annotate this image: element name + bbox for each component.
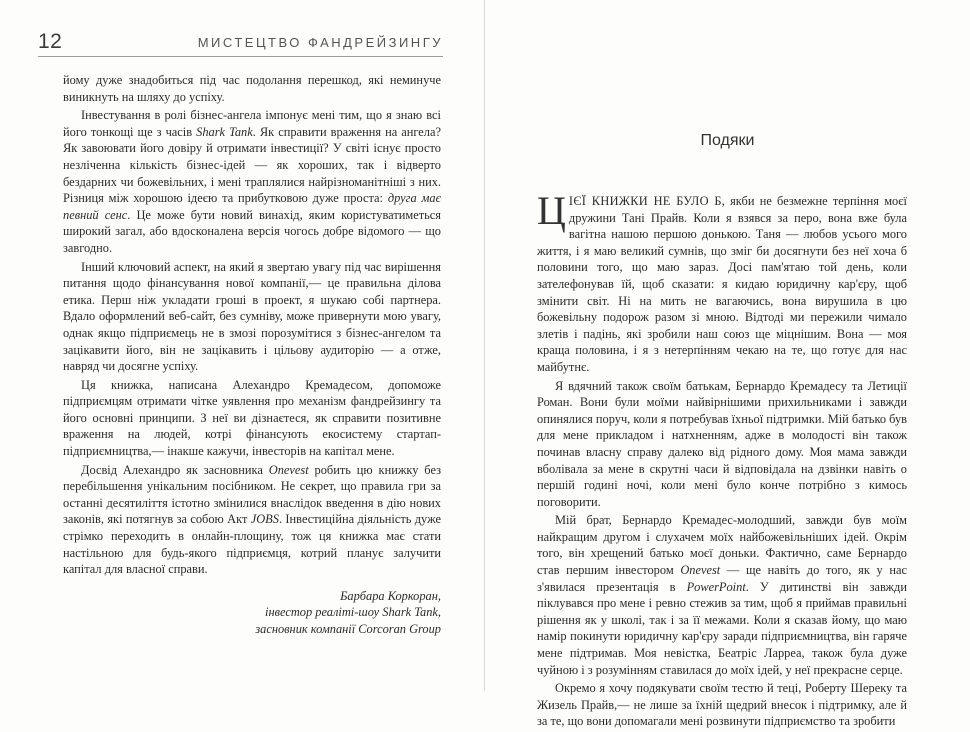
signature-role: інвестор реаліті-шоу Shark Tank, — [265, 605, 441, 620]
signature-company: засновник компанії Corcoran Group — [255, 622, 441, 636]
paragraph: Я вдячний також своїм батькам, Бернардо Кремадесу та Летиції Роман. Вони були моїми найвірнішими прихильниками і завжди опинялися поруч, коли я потребував їхньої підтримки. Мій батько був для мене прикладом і натхненням, адже в молодості він також починав власну справу далеко від рідного дому. Моя мама завжди вболівала за мене в скрутні часи й відповідала на дзвінки навіть о першій годині ночі, коли мені було конче потрібно з кимось поговорити. — [537, 378, 908, 509]
text-run: — ще навіть до того, як у нас з'явилася презентація в — [537, 563, 907, 594]
text-run-italic: друга має певний сенс — [63, 191, 441, 222]
text-run: . У дитинстві він завжди піклувався про мене і ревно стежив за тим, щоб я приймав правильні рішення як у школі, так і за її межами. Коли я сказав йому, що маю намір покинути юридичну кар'єру заради підприємництва, він гаряче мене підтримав. Моя невістка, Беатріс Ларреа, також була дуже чуйною і з розумінням ставилася до моїх ідей, у неї прекрасне серце. — [537, 579, 907, 677]
text-run: , якби не безмежне терпіння моєї дружини Тані Прайв. Коли я взявся за перо, вона вже була вагітна нашою першою донькою. Таня — любов усього мого життя, і я маю великий сумнів, що зміг би досягнути без неї хоча б половини того, що маю зараз. Досі пам'ятаю той день, коли зателефонував їй, щоб сказати: я кидаю юридичну кар'єру, щоб змінити світ. Ні на мить не вагаючись, вона вирушила в цю божевільну подорож разом зі мною. Відтоді ми пережили чимало злетів і падінь, які зробили наш союз ще міцнішим. Вона — моя краща половина, і я з нетерпінням чекаю на те, що готує для нас майбутнє. — [537, 194, 908, 374]
text-run-italic: Onevest — [268, 462, 309, 477]
text-run: . Це може бути новий винахід, яким користуватиметься широкий загал, або вдосконалена версія чогось добре відомого — що завгодно. — [63, 207, 441, 255]
section-title: Подяки — [700, 132, 755, 149]
paragraph: Інший ключовий аспект, на який я звертаю увагу під час вирішення питання щодо фінансування нової компанії,— це правильна ділова етика. Перш ніж укладати гроші в проект, я шукаю собі партнера. Вдало оформлений веб-сайт, без сумніву, може привернути мою увагу, однак якщо підприємець не в змозі порозумітися з бізнес-ангелом та зацікавити його, він не зацікавить і цільову аудиторію — а отже, навряд чи досягне успіху. — [63, 259, 441, 374]
paragraph: йому дуже знадобиться під час подолання перешкод, які неминуче виникнуть на шляху до успіху. — [63, 73, 441, 104]
signature — [63, 588, 441, 638]
page-header — [38, 30, 443, 57]
paragraph: Окремо я хочу подякувати своїм тестю й теці, Роберту Шереку та Жизель Прайв,— не лише за їхній щедрий внесок і підтримку, але й за те, що вони допомагали мені розвинути підприємство та зробити — [537, 681, 907, 729]
small-caps-lead: ІЄЇ КНИЖКИ НЕ БУЛО Б — [568, 194, 722, 208]
text-run: Досвід Алехандро як засновника — [81, 462, 269, 477]
page-number: 12 — [38, 30, 63, 53]
paragraph — [537, 188, 908, 376]
text-run-italic: Onevest — [680, 563, 721, 578]
text-run: Інвестування в ролі бізнес-ангела імпонує мені тим, що я знаю всі його тонкощі ще з часів — [63, 108, 441, 139]
paragraph — [537, 512, 907, 678]
paragraph — [63, 107, 441, 256]
acknowledgements-text — [537, 188, 908, 732]
drop-cap: Ц — [537, 188, 566, 233]
text-run: . Як справити враження на ангела? Як завоювати його довіру й отримати інвестиції? У світі існує просто незліченна кількість бізнес-ідей — як хороших, так і відверто бездарних чи божевільних, і мені траплялися найрізноманітніші з них. Різниця між хорошою ідеєю та прибутковою дуже проста: — [63, 124, 441, 206]
text-run-italic: JOBS — [250, 512, 279, 527]
text-run-italic: Shark Tank — [196, 124, 253, 139]
foreword-text — [63, 72, 441, 638]
paragraph — [63, 462, 441, 578]
paragraph: Ця книжка, написана Алехандро Кремадесом, допоможе підприємцям отримати чітке уявлення про механізм фандрейзингу та його основні принципи. З неї ви дізнаєтеся, як справити позитивне враження на людей, котрі фінансують екосистему стартап-підприємництва,— інакше кажучи, інвесторів на капітал мене. — [63, 377, 441, 459]
text-run: робить цю книжку без перебільшення унікальним посібником. Не секрет, що правила гри за останні десятиліття істотно змінилися внаслідок введення в дію нових законів, які потягнув за собою Акт — [63, 462, 441, 527]
running-head: МИСТЕЦТВО ФАНДРЕЙЗИНГУ — [197, 35, 443, 50]
text-run-italic: PowerPoint — [686, 579, 746, 594]
signature-name: Барбара Коркоран, — [340, 588, 441, 603]
text-run: Мій брат, Бернардо Кремадес-молодший, завжди був моїм найкращим другом і слухачем моїх найбожевільніших ідей. Окрім того, він хрещений батько моєї доньки. Фактично, саме Бернардо став першим інвестором — [537, 513, 907, 578]
text-run: . Інвестиційна діяльність дуже стрімко переходить в онлайн-площину, тож ця книжка має стати настільною для будь-якого підприємця, котрий планує залучити капітал для власної справи. — [63, 512, 441, 577]
